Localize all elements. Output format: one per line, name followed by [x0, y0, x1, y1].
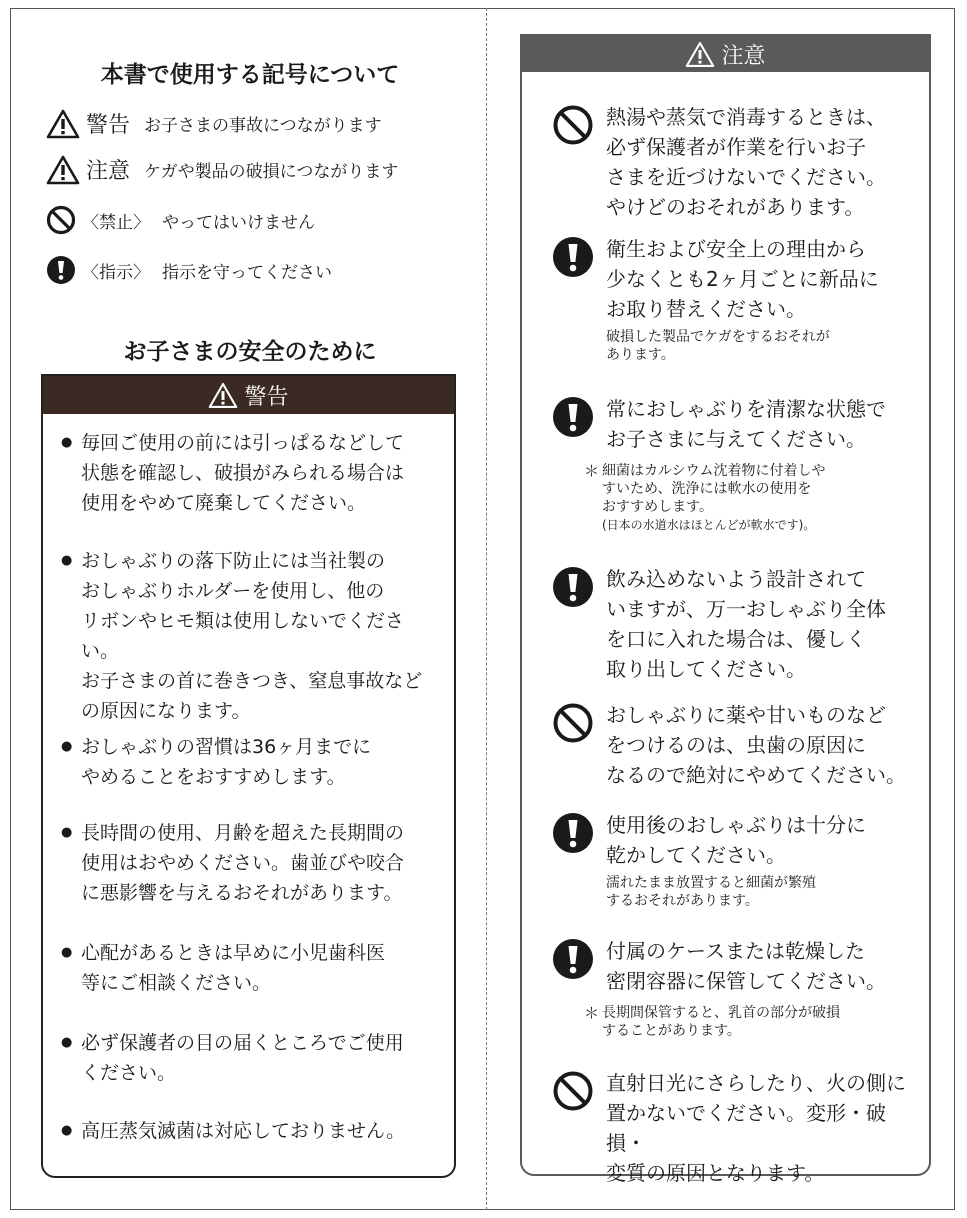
legend-row-warning: [46, 108, 382, 139]
warning-box: [41, 374, 456, 1178]
caution-note-text: 細菌はカルシウム沈着物に付着しや すいため、洗浄には軟水の使用を おすすめします。: [602, 463, 826, 515]
caution-item-text: 熱湯や蒸気で消毒するときは、 必ず保護者が作業を行いお子 さまを近づけないでください。 やけどのおそれがあります。: [606, 105, 886, 219]
legend-term-warning: 警告: [86, 113, 131, 138]
legend-desc-instruction: 指示を守ってください: [162, 262, 332, 283]
caution-item: [552, 1068, 925, 1188]
warning-triangle-icon: [46, 155, 80, 185]
bullet: ●: [61, 1123, 73, 1138]
caution-item-text: 衛生および安全上の理由から 少なくとも2ヶ月ごとに新品に お取り替えください。: [606, 237, 879, 321]
caution-item-text: 付属のケースまたは乾燥した 密閉容器に保管してください。: [606, 939, 886, 993]
caution-header-label: 注意: [721, 43, 766, 69]
warning-header: [43, 376, 454, 414]
warning-item: [61, 938, 440, 998]
safety-title: お子さまの安全のために: [123, 339, 377, 365]
legend-term-caution: 注意: [86, 159, 131, 184]
legend-desc-caution: ケガや製品の破損につながります: [144, 162, 399, 182]
caution-item: [552, 936, 925, 1040]
warning-item: [61, 1116, 440, 1146]
warning-item: [61, 1028, 440, 1088]
bullet: ●: [61, 1035, 73, 1050]
exclamation-icon: [552, 396, 594, 438]
caution-item-text: 常におしゃぶりを清潔な状態で お子さまに与えてください。: [606, 397, 886, 451]
warning-header-label: 警告: [244, 384, 289, 410]
bullet: ●: [61, 553, 73, 568]
legend-term-prohibition: 〈禁止〉: [82, 212, 150, 233]
legend-row-caution: [46, 154, 398, 185]
note-star: ＊: [584, 462, 600, 480]
caution-item: [552, 394, 925, 534]
caution-item-text: 直射日光にさらしたり、火の側に 置かないでください。変形・破損・ 変質の原因となります。: [606, 1071, 906, 1185]
exclamation-icon: [46, 255, 76, 285]
warning-item: [61, 428, 440, 518]
warning-item: [61, 732, 440, 792]
bullet: ●: [61, 945, 73, 960]
caution-item-text: 飲み込めないよう設計されて いますが、万一おしゃぶり全体 を口に入れた場合は、優しく 取り出してください。: [606, 567, 886, 681]
warning-item-text: おしゃぶりの落下防止には当社製の おしゃぶりホルダーを使用し、他の リボンやヒモ類は使用しないでください。 お子さまの首に巻きつき、窒息事故など の原因になります。: [81, 550, 423, 722]
caution-item-note: [584, 462, 925, 534]
exclamation-icon: [552, 566, 594, 608]
caution-item: [552, 102, 925, 222]
fold-line: [486, 8, 487, 1210]
warning-triangle-icon: [685, 41, 715, 68]
caution-box: [520, 34, 931, 1185]
warning-item-text: 高圧蒸気滅菌は対応しておりません。: [81, 1120, 406, 1142]
note-star: ＊: [584, 1004, 600, 1022]
prohibition-icon: [46, 205, 76, 235]
exclamation-icon: [552, 812, 594, 854]
caution-item: [552, 564, 925, 684]
prohibition-icon: [552, 104, 594, 146]
caution-item-subtext: 濡れたまま放置すると細菌が繁殖 するおそれがあります。: [606, 875, 816, 909]
bullet: ●: [61, 739, 73, 754]
warning-item-text: おしゃぶりの習慣は36ヶ月までに やめることをおすすめします。: [81, 736, 372, 788]
warning-item-text: 心配があるときは早めに小児歯科医 等にご相談ください。: [81, 942, 386, 994]
warning-item-text: 毎回ご使用の前には引っぱるなどして 状態を確認し、破損がみられる場合は 使用をやめて廃棄してください。: [81, 432, 405, 514]
legend-row-prohibition: [46, 205, 315, 235]
caution-note-text: 長期間保管すると、乳首の部分が破損 することがあります。: [602, 1005, 840, 1039]
prohibition-icon: [552, 1070, 594, 1112]
caution-note-small: (日本の水道水はほとんどが軟水です)。: [602, 518, 816, 532]
legend-desc-prohibition: やってはいけません: [162, 212, 315, 233]
warning-item-text: 長時間の使用、月齢を超えた長期間の 使用はおやめください。歯並びや咬合 に悪影響を与えるおそれがあります。: [81, 822, 405, 904]
warning-item: [61, 546, 440, 726]
exclamation-icon: [552, 938, 594, 980]
warning-triangle-icon: [208, 382, 238, 409]
caution-header: [522, 36, 929, 72]
exclamation-icon: [552, 236, 594, 278]
warning-item: [61, 818, 440, 908]
bullet: ●: [61, 435, 73, 450]
legend-desc-warning: お子さまの事故につながります: [144, 116, 382, 136]
caution-item: [552, 234, 925, 364]
warning-item-text: 必ず保護者の目の届くところでご使用 ください。: [81, 1032, 404, 1084]
legend-row-instruction: [46, 255, 332, 285]
caution-item: [552, 700, 925, 790]
caution-item-text: 使用後のおしゃぶりは十分に 乾かしてください。: [606, 813, 866, 867]
prohibition-icon: [552, 702, 594, 744]
symbols-title: 本書で使用する記号について: [100, 62, 400, 88]
caution-item-note: [584, 1004, 925, 1040]
caution-item-text: おしゃぶりに薬や甘いものなど をつけるのは、虫歯の原因に なるので絶対にやめてください。: [606, 703, 906, 787]
bullet: ●: [61, 825, 73, 840]
legend-term-instruction: 〈指示〉: [82, 262, 150, 283]
caution-item: [552, 810, 925, 910]
warning-triangle-icon: [46, 109, 80, 139]
caution-item-subtext: 破損した製品でケガをするおそれが あります。: [606, 329, 830, 363]
